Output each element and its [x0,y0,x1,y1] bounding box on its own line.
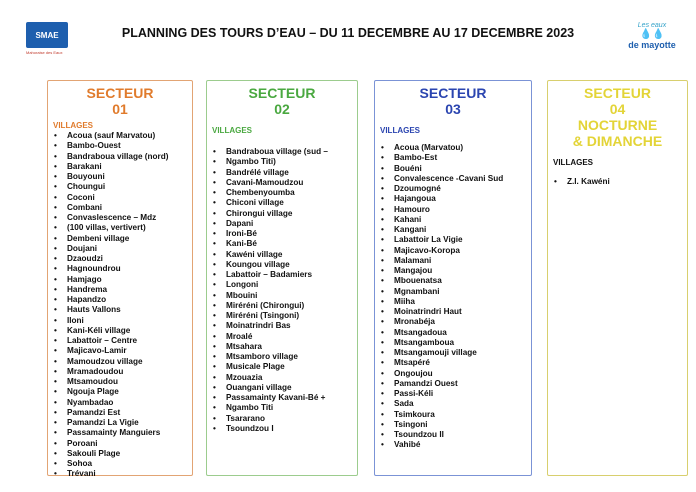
village-item: • Convalescence -Cavani Sud [375,174,531,184]
village-item: • Kani-Kéli village [48,326,192,336]
village-item: • Moinatrindri Haut [375,307,531,317]
village-item: • Mtsangadoua [375,328,531,338]
village-item: • Dapani [207,219,357,229]
village-item: • Mramadoudou [48,367,192,377]
village-item: • Trévani [48,469,192,479]
village-item: • Mtsangamouji village [375,348,531,358]
village-list [207,147,357,434]
village-item: • Koungou village [207,260,357,270]
village-item: • Iloni [48,316,192,326]
village-item: • Dzaoudzi [48,254,192,264]
village-item: • Passamainty Manguiers [48,428,192,438]
sector-03-title [375,85,531,117]
village-item: • Ouangani village [207,383,357,393]
village-item: • Hamouro [375,205,531,215]
village-item: • Mtsahara [207,342,357,352]
sector-title-line: SECTEUR [584,85,651,101]
village-item: • Bandraboua village (nord) [48,152,192,162]
village-list [375,143,531,451]
village-item: • Poroani [48,439,192,449]
village-item: • Acoua (Marvatou) [375,143,531,153]
eaux-de-mayotte-logo [628,22,676,66]
village-item: • Ngambo Titi) [207,157,357,167]
villages-label: VILLAGES [380,126,421,135]
village-item: • Moinatrindri Bas [207,321,357,331]
village-item: • Mgnambani [375,287,531,297]
sector-title-line: NOCTURNE [577,117,658,133]
village-item: • Bambo-Ouest [48,141,192,151]
village-item: • Hapandzo [48,295,192,305]
sector-title-line: 02 [274,101,290,117]
sector-02-column [206,80,358,476]
village-item: • Hajangoua [375,194,531,204]
village-item: • Acoua (sauf Marvatou) [48,131,192,141]
village-item: • Convaslescence – Mdz [48,213,192,223]
village-item: • Malamani [375,256,531,266]
village-item: • Labattoir – Badamiers [207,270,357,280]
sector-title-line: 03 [445,101,461,117]
village-item: • Mzouazia [207,373,357,383]
sector-title-line: 01 [112,101,128,117]
village-item: • Mtsamboro village [207,352,357,362]
village-item: • Majicavo-Koropa [375,246,531,256]
village-item: • Ngouja Plage [48,387,192,397]
village-item: • Hauts Vallons [48,305,192,315]
sector-title-line: SECTEUR [86,85,154,101]
village-item: • Miiha [375,297,531,307]
village-item: • Passamainty Kavani-Bé + [207,393,357,403]
village-item: • Longoni [207,280,357,290]
village-item: • (100 villas, vertivert) [48,223,192,233]
sector-03-column [374,80,532,476]
village-item: • Bambo-Est [375,153,531,163]
village-item: • Chembenyoumba [207,188,357,198]
village-item: • Mtsamoudou [48,377,192,387]
village-item: • Z.I. Kawéni [548,177,687,187]
water-drops-icon: 💧💧 [639,29,665,40]
village-item: • Ongoujou [375,369,531,379]
village-item: • Doujani [48,244,192,254]
village-item: • Tsararano [207,414,357,424]
village-item: • Kani-Bé [207,239,357,249]
village-item: • Bouéni [375,164,531,174]
village-item: • Hagnoundrou [48,264,192,274]
page-title: PLANNING DES TOURS D’EAU – DU 11 DECEMBRE AU 17 DECEMBRE 2023 [121,26,575,40]
villages-label: VILLAGES [53,121,94,130]
eaux-logo-top-text: Les eaux [637,22,667,29]
village-item: • Miréréni (Tsingoni) [207,311,357,321]
village-item: • Miréréni (Chirongui) [207,301,357,311]
village-item: • Mronabéja [375,317,531,327]
village-item: • Hamjago [48,275,192,285]
village-item: • Ironi-Bé [207,229,357,239]
village-item: • Mamoudzou village [48,357,192,367]
sector-title-line: SECTEUR [419,85,487,101]
village-item: • Kawéni village [207,250,357,260]
village-item: • Nyambadao [48,398,192,408]
village-item: • Bandrélé village [207,168,357,178]
sector-01-column [47,80,193,479]
village-item: • Labattoir La Vigie [375,235,531,245]
smae-logo-mark: SMAE [26,22,68,48]
village-item: • Pamandzi Est [48,408,192,418]
sector-title-line: 04 [609,101,626,117]
sector-01-title [48,85,192,117]
village-item: • Pamandzi Ouest [375,379,531,389]
village-item: • Mangajou [375,266,531,276]
village-item: • Handrema [48,285,192,295]
village-item: • Sada [375,399,531,409]
village-item: • Bouyouni [48,172,192,182]
village-item: • Cavani-Mamoudzou [207,178,357,188]
village-list [548,177,687,187]
village-item: • Pamandzi La Vigie [48,418,192,428]
villages-label: VILLAGES [212,126,253,135]
village-item: • Tsoundzou I [207,424,357,434]
village-item: • Kahani [375,215,531,225]
village-item: • Choungui [48,182,192,192]
village-item: • Chirongui village [207,209,357,219]
village-item: • Tsingoni [375,420,531,430]
village-item: • Coconi [48,193,192,203]
sector-04-column [547,80,688,476]
village-item: • Majicavo-Lamir [48,346,192,356]
village-item: • Mbouenatsa [375,276,531,286]
village-item: • Combani [48,203,192,213]
village-item: • Sakouli Plage [48,449,192,459]
village-item: • Sohoa [48,459,192,469]
village-item: • Musicale Plage [207,362,357,372]
village-item: • Mbouini [207,291,357,301]
village-item: • Passi-Kéli [375,389,531,399]
villages-label: VILLAGES [553,158,594,167]
sector-02-title [207,85,357,117]
village-item: • Tsimkoura [375,410,531,420]
village-item: • Mtsangamboua [375,338,531,348]
sector-04-title [548,85,687,149]
village-item: • Dembeni village [48,234,192,244]
village-item: • Chiconi village [207,198,357,208]
village-item: • Dzoumogné [375,184,531,194]
village-item: • Bandraboua village (sud – [207,147,357,157]
eaux-logo-bottom-text: de mayotte [628,40,676,50]
village-item: • Labattoir – Centre [48,336,192,346]
village-list [48,131,192,480]
smae-logo-subtitle: Mahoraise des Eaux [26,50,63,55]
village-item: • Vahibé [375,440,531,450]
village-item: • Mtsapéré [375,358,531,368]
sector-title-line: & DIMANCHE [572,133,663,149]
village-item: • Tsoundzou II [375,430,531,440]
village-item: • Barakani [48,162,192,172]
sector-title-line: SECTEUR [248,85,316,101]
village-item: • Kangani [375,225,531,235]
village-item: • Ngambo Titi [207,403,357,413]
village-item: • Mroalé [207,332,357,342]
